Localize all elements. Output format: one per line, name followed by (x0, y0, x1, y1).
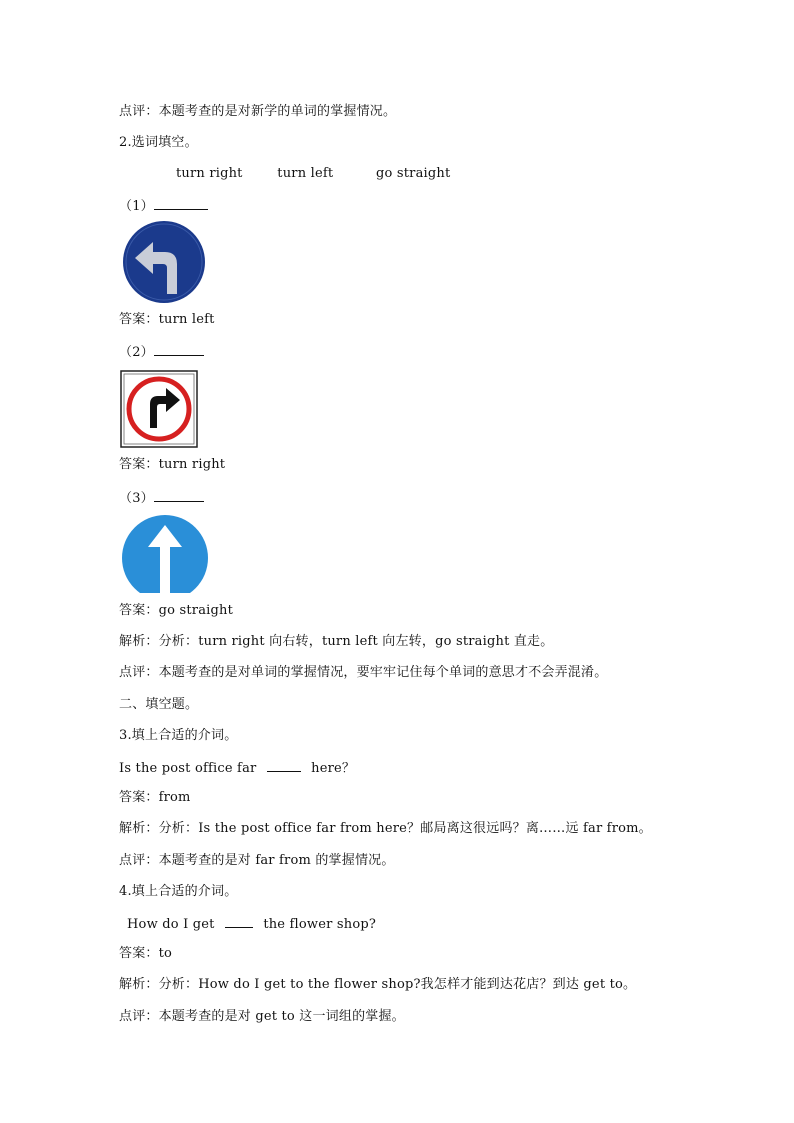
question-4-comment: 点评：本题考查的是对 get to 这一词组的掌握。 (119, 1009, 405, 1024)
question-2-1-label: （1） (119, 196, 208, 216)
question-3-sentence: Is the post office far here？ (119, 758, 355, 778)
question-2-analysis: 解析：分析：turn right 向右转，turn left 向左转，go straight 直走。 (119, 634, 554, 649)
straight-arrow-icon (122, 515, 208, 593)
question-4-title: 4.填上合适的介词。 (119, 884, 238, 899)
question-2-title: 2.选词填空。 (119, 135, 198, 150)
question-4-sentence: How do I get the flower shop? (127, 914, 376, 934)
question-2-comment: 点评：本题考查的是对单词的掌握情况，要牢牢记住每个单词的意思才不会弄混淆。 (119, 665, 608, 680)
question-4-analysis: 解析：分析：How do I get to the flower shop?我怎样才能到达花店？到达 get to。 (119, 977, 637, 992)
go-straight-sign (122, 515, 208, 593)
answer-blank-3[interactable] (154, 488, 204, 502)
turn-right-arrow-icon (120, 370, 198, 448)
answer-blank-2[interactable] (154, 342, 204, 356)
question-3-blank[interactable] (267, 758, 301, 772)
word-options (176, 165, 450, 183)
turn-left-arrow-icon (121, 220, 207, 304)
question-3-answer: 答案：from (119, 790, 191, 805)
option-turn-right: turn right (176, 166, 243, 181)
question-2-2-answer: 答案：turn right (119, 457, 226, 472)
question-2-1-answer: 答案：turn left (119, 312, 215, 327)
option-turn-left: turn left (277, 166, 334, 181)
question-2-3-answer: 答案：go straight (119, 603, 234, 618)
question-2-2-label: （2） (119, 342, 204, 362)
question-3-analysis: 解析：分析：Is the post office far from here？邮局离这很远吗？离……远 far from。 (119, 821, 652, 836)
section-2-title: 二、填空题。 (119, 697, 199, 712)
question-3-title: 3.填上合适的介词。 (119, 728, 238, 743)
comment-1: 点评：本题考查的是对新学的单词的掌握情况。 (119, 104, 397, 119)
turn-left-sign (121, 220, 207, 304)
turn-right-sign (120, 370, 198, 448)
question-4-blank[interactable] (225, 914, 253, 928)
question-2-3-label: （3） (119, 488, 204, 508)
question-4-answer: 答案：to (119, 946, 173, 961)
answer-blank-1[interactable] (154, 196, 208, 210)
option-go-straight: go straight (376, 166, 451, 181)
question-3-comment: 点评：本题考查的是对 far from 的掌握情况。 (119, 853, 395, 868)
